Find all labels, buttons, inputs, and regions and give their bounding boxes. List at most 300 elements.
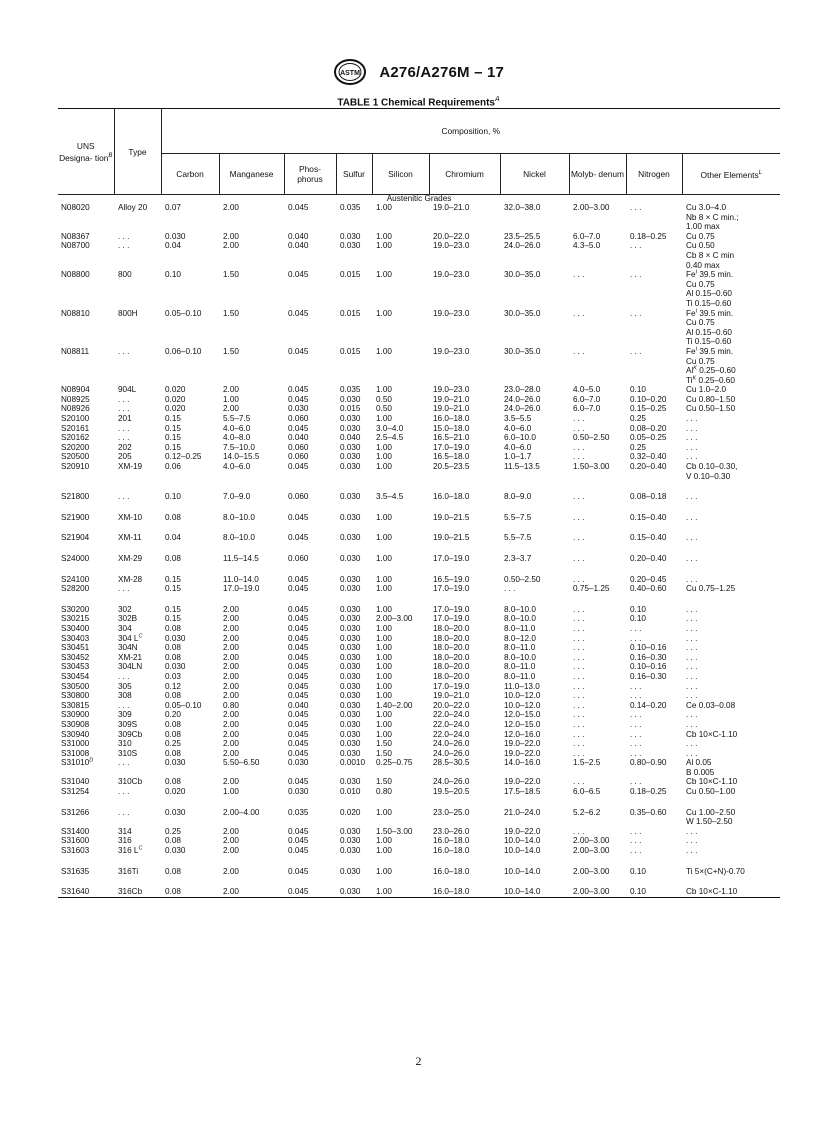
cell-nitrogen: 0.18–0.25	[630, 787, 667, 797]
cell-silicon: 1.00	[376, 633, 392, 643]
cell-molybdenum: 0.50–2.50	[573, 433, 610, 443]
cell-nitrogen: . . .	[630, 739, 642, 749]
cell-type: XM-19	[118, 462, 143, 472]
cell-manganese: 2.00	[223, 643, 239, 653]
cell-nickel: 8.0–11.0	[504, 623, 536, 633]
cell-molybdenum: . . .	[573, 554, 585, 563]
cell-nitrogen: 0.25	[630, 442, 646, 452]
cell-carbon: 0.05–0.10	[165, 308, 202, 318]
cell-silicon: 1.00	[376, 710, 392, 720]
cell-nitrogen: . . .	[630, 308, 642, 318]
col-chromium-header: Chromium	[429, 154, 500, 195]
cell-manganese: 11.0–14.0	[223, 574, 259, 584]
other-element-line: Cb 8 × C min	[686, 250, 735, 260]
other-element-line: . . .	[686, 512, 698, 522]
page-number: 2	[415, 1054, 422, 1068]
cell-type: 310	[118, 739, 132, 749]
table-title-text: TABLE 1 Chemical Requirements	[337, 97, 495, 109]
col-molybdenum-header: Molyb- denum	[569, 154, 626, 195]
table-row	[58, 564, 780, 585]
cell-phosphorus: 0.045	[288, 887, 309, 897]
cell-nitrogen: . . .	[630, 346, 642, 356]
cell-nitrogen: . . .	[630, 826, 642, 836]
other-element-line: . . .	[686, 633, 698, 643]
cell-other-elements	[682, 634, 780, 644]
other-element-line: . . .	[686, 739, 698, 749]
cell-nitrogen: 0.15–0.25	[630, 404, 667, 414]
cell-nitrogen: . . .	[630, 846, 642, 856]
cell-chromium: 16.0–18.0	[433, 887, 470, 897]
cell-silicon: 1.00	[376, 270, 392, 280]
cell-uns: S30940	[61, 729, 90, 739]
cell-type: . . .	[118, 584, 130, 594]
cell-nickel: 12.0–15.0	[504, 710, 541, 720]
cell-uns: N08810	[61, 308, 90, 318]
col-nickel-header: Nickel	[500, 154, 569, 195]
other-element-line: . . .	[686, 452, 698, 462]
cell-sulfur: 0.030	[340, 681, 361, 691]
cell-molybdenum: . . .	[573, 414, 585, 424]
cell-sulfur: 0.030	[340, 452, 361, 462]
cell-uns: S21904	[61, 533, 90, 543]
cell-nickel: 8.0–11.0	[504, 662, 536, 672]
page-header	[0, 58, 837, 86]
cell-silicon: 1.00	[376, 681, 392, 691]
cell-nickel: 1.0–1.7	[504, 452, 532, 462]
cell-other-elements	[682, 836, 780, 846]
cell-phosphorus: 0.045	[288, 729, 309, 739]
cell-chromium: 19.0–21.5	[433, 533, 470, 543]
cell-silicon: 1.00	[376, 346, 392, 356]
cell-nickel: 8.0–12.0	[504, 633, 536, 643]
cell-nickel: 8.0–10.0	[504, 652, 536, 662]
cell-uns: N08926	[61, 404, 90, 414]
table-row	[58, 749, 780, 759]
cell-sulfur: 0.030	[340, 846, 361, 856]
other-element-line: . . .	[686, 846, 698, 856]
cell-nitrogen: 0.10	[630, 866, 646, 876]
cell-carbon: 0.020	[165, 404, 186, 414]
cell-chromium: 19.0–23.0	[433, 308, 470, 318]
cell-uns: N08700	[61, 241, 90, 251]
cell-chromium: 16.0–18.0	[433, 866, 470, 876]
cell-manganese: 1.00	[223, 787, 239, 797]
cell-chromium: 19.5–20.5	[433, 787, 470, 797]
cell-type: 202	[118, 442, 132, 452]
cell-nitrogen: 0.15–0.40	[630, 512, 667, 522]
cell-other-elements	[682, 749, 780, 759]
cell-molybdenum: 2.00–3.00	[573, 203, 610, 212]
cell-chromium: 24.0–26.0	[433, 748, 470, 758]
cell-chromium: 17.0–19.0	[433, 604, 470, 614]
cell-molybdenum: . . .	[573, 777, 585, 787]
cell-silicon: 2.5–4.5	[376, 433, 404, 443]
cell-chromium: 16.5–19.0	[433, 574, 470, 584]
table-row	[58, 385, 780, 395]
cell-nickel: 2.3–3.7	[504, 554, 532, 563]
cell-manganese: 1.50	[223, 270, 239, 280]
cell-manganese: 2.00	[223, 614, 239, 624]
cell-phosphorus: 0.045	[288, 623, 309, 633]
cell-type: 314	[118, 826, 132, 836]
cell-phosphorus: 0.045	[288, 662, 309, 672]
col-manganese-header: Manganese	[219, 154, 284, 195]
cell-silicon: 1.00	[376, 574, 392, 584]
cell-manganese: 2.00	[223, 777, 239, 787]
cell-carbon: 0.08	[165, 836, 181, 846]
cell-uns: N08020	[61, 203, 90, 212]
cell-silicon: 1.00	[376, 836, 392, 846]
cell-silicon: 3.0–4.0	[376, 423, 404, 433]
other-element-line: Cu 0.75	[686, 231, 715, 241]
cell-nickel: 8.0–11.0	[504, 643, 536, 653]
cell-nitrogen: 0.08–0.20	[630, 423, 667, 433]
cell-chromium: 23.0–26.0	[433, 826, 470, 836]
cell-uns: S31254	[61, 787, 90, 797]
cell-nickel: 11.0–13.0	[504, 681, 540, 691]
table-row	[58, 682, 780, 692]
cell-chromium: 22.0–24.0	[433, 710, 470, 720]
cell-carbon: 0.20	[165, 710, 181, 720]
cell-nickel: 32.0–38.0	[504, 203, 541, 212]
cell-chromium: 19.0–23.0	[433, 270, 470, 280]
cell-nickel: 10.0–14.0	[504, 887, 541, 897]
cell-nitrogen: 0.10	[630, 385, 646, 395]
other-element-line: . . .	[686, 623, 698, 633]
cell-chromium: 19.0–21.0	[433, 691, 470, 701]
cell-sulfur: 0.040	[340, 433, 361, 443]
cell-chromium: 19.0–21.0	[433, 203, 470, 212]
cell-phosphorus: 0.045	[288, 614, 309, 624]
cell-sulfur: 0.030	[340, 826, 361, 836]
table-row	[58, 404, 780, 414]
cell-uns: S30452	[61, 652, 90, 662]
cell-manganese: 2.00	[223, 633, 239, 643]
cell-nickel: . . .	[504, 584, 516, 594]
cell-carbon: 0.08	[165, 691, 181, 701]
cell-uns: S24000	[61, 554, 90, 563]
cell-other-elements	[682, 584, 780, 594]
cell-uns: S20161	[61, 423, 90, 433]
cell-other-elements	[682, 232, 780, 242]
cell-chromium: 16.5–21.0	[433, 433, 470, 443]
cell-carbon: 0.030	[165, 758, 186, 768]
cell-carbon: 0.03	[165, 671, 181, 681]
cell-nickel: 19.0–22.0	[504, 748, 541, 758]
cell-carbon: 0.08	[165, 719, 181, 729]
cell-molybdenum: . . .	[573, 623, 585, 633]
cell-molybdenum: . . .	[573, 308, 585, 318]
cell-molybdenum: . . .	[573, 681, 585, 691]
cell-molybdenum: . . .	[573, 270, 585, 280]
cell-carbon: 0.08	[165, 512, 181, 522]
cell-uns: S30403	[61, 633, 90, 643]
cell-silicon: 1.50	[376, 748, 392, 758]
cell-type: . . .	[118, 394, 130, 404]
other-element-line: Cb 0.10–0.30,	[686, 462, 738, 472]
cell-chromium: 20.0–22.0	[433, 700, 470, 710]
cell-molybdenum: . . .	[573, 700, 585, 710]
cell-uns: S30215	[61, 614, 90, 624]
cell-molybdenum: . . .	[573, 633, 585, 643]
cell-type: 304LN	[118, 662, 143, 672]
cell-chromium: 18.0–20.0	[433, 671, 470, 681]
cell-other-elements	[682, 502, 780, 523]
cell-nickel: 10.0–12.0	[504, 700, 541, 710]
cell-silicon: 1.40–2.00	[376, 700, 413, 710]
other-element-line: B 0.005	[686, 767, 715, 777]
cell-sulfur: 0.030	[340, 584, 361, 594]
cell-manganese: 2.00	[223, 729, 239, 739]
cell-carbon: 0.08	[165, 748, 181, 758]
table-row	[58, 614, 780, 624]
cell-uns: S20162	[61, 433, 90, 443]
cell-molybdenum: . . .	[573, 691, 585, 701]
other-element-line: Al 0.15–0.60	[686, 327, 732, 337]
cell-manganese: 2.00	[223, 691, 239, 701]
cell-sulfur: 0.030	[340, 231, 361, 241]
cell-molybdenum: . . .	[573, 533, 585, 543]
table-row	[58, 846, 780, 856]
cell-nitrogen: 0.15–0.40	[630, 533, 667, 543]
other-element-line: $Fe^I$ 39.5 min.	[686, 269, 734, 280]
cell-other-elements	[682, 662, 780, 672]
astm-logo-icon	[333, 58, 367, 86]
cell-phosphorus: 0.045	[288, 866, 309, 876]
table-row	[58, 424, 780, 434]
cell-type: 904L	[118, 385, 137, 395]
table-row	[58, 856, 780, 877]
cell-carbon: 0.12–0.25	[165, 452, 202, 462]
other-element-line: . . .	[686, 492, 698, 502]
other-element-line: Cu 0.75	[686, 318, 715, 328]
other-element-line: V 0.10–0.30	[686, 471, 731, 481]
cell-phosphorus: 0.060	[288, 414, 309, 424]
cell-type: . . .	[118, 231, 130, 241]
cell-sulfur: 0.030	[340, 633, 361, 643]
table-row	[58, 653, 780, 663]
cell-chromium: 17.0–19.0	[433, 681, 470, 691]
other-element-line: Ti 0.15–0.60	[686, 337, 732, 347]
cell-carbon: 0.08	[165, 866, 181, 876]
cell-uns: $S31010^D$	[61, 757, 94, 768]
cell-uns: S30800	[61, 691, 90, 701]
cell-other-elements	[682, 777, 780, 787]
cell-sulfur: 0.030	[340, 836, 361, 846]
cell-molybdenum: . . .	[573, 710, 585, 720]
table-row	[58, 710, 780, 720]
other-element-line: 0.40 max	[686, 260, 720, 270]
cell-silicon: 3.5–4.5	[376, 492, 404, 502]
cell-phosphorus: 0.045	[288, 681, 309, 691]
cell-carbon: 0.15	[165, 423, 181, 433]
cell-other-elements	[682, 614, 780, 624]
cell-other-elements	[682, 522, 780, 543]
other-element-line: . . .	[686, 423, 698, 433]
cell-uns: S30900	[61, 710, 90, 720]
cell-nickel: 6.0–10.0	[504, 433, 536, 443]
cell-other-elements	[682, 787, 780, 797]
cell-sulfur: 0.030	[340, 423, 361, 433]
cell-type: 316Cb	[118, 887, 143, 897]
cell-carbon: 0.08	[165, 777, 181, 787]
table-row	[58, 594, 780, 615]
table-row	[58, 634, 780, 644]
cell-phosphorus: 0.035	[288, 807, 309, 817]
other-element-line: Cu 0.80–1.50	[686, 394, 736, 404]
cell-silicon: 1.00	[376, 308, 392, 318]
table-row	[58, 395, 780, 405]
cell-other-elements	[682, 720, 780, 730]
cell-phosphorus: 0.045	[288, 633, 309, 643]
other-element-line: . . .	[686, 433, 698, 443]
cell-nitrogen: 0.25	[630, 414, 646, 424]
cell-manganese: 2.00	[223, 604, 239, 614]
cell-type: . . .	[118, 241, 130, 251]
other-element-line: . . .	[686, 710, 698, 720]
cell-nitrogen: . . .	[630, 719, 642, 729]
cell-type: 205	[118, 452, 132, 462]
cell-sulfur: 0.015	[340, 346, 361, 356]
cell-chromium: 17.0–19.0	[433, 554, 470, 563]
cell-molybdenum: . . .	[573, 719, 585, 729]
cell-uns: N08800	[61, 270, 90, 280]
cell-sulfur: 0.030	[340, 442, 361, 452]
cell-carbon: 0.25	[165, 739, 181, 749]
table-row	[58, 433, 780, 443]
cell-type: 304N	[118, 643, 138, 653]
cell-nitrogen: 0.08–0.18	[630, 492, 667, 502]
cell-other-elements	[682, 270, 780, 308]
cell-nickel: 30.0–35.0	[504, 270, 541, 280]
cell-chromium: 16.0–18.0	[433, 836, 470, 846]
other-element-line: . . .	[686, 748, 698, 758]
cell-nitrogen: . . .	[630, 691, 642, 701]
cell-carbon: 0.020	[165, 787, 186, 797]
cell-nitrogen: . . .	[630, 270, 642, 280]
cell-carbon: 0.08	[165, 554, 181, 563]
cell-nickel: 23.5–25.5	[504, 231, 541, 241]
other-element-line: . . .	[686, 719, 698, 729]
cell-manganese: 17.0–19.0	[223, 584, 260, 594]
cell-nickel: 30.0–35.0	[504, 308, 541, 318]
cell-uns: S30500	[61, 681, 90, 691]
cell-chromium: 16.0–18.0	[433, 846, 470, 856]
cell-manganese: 2.00	[223, 652, 239, 662]
cell-carbon: 0.15	[165, 433, 181, 443]
cell-other-elements	[682, 481, 780, 502]
cell-manganese: 2.00	[223, 826, 239, 836]
cell-manganese: 2.00	[223, 404, 239, 414]
table-row	[58, 270, 780, 308]
cell-phosphorus: 0.045	[288, 739, 309, 749]
col-nitrogen-header: Nitrogen	[626, 154, 682, 195]
cell-manganese: 2.00	[223, 887, 239, 897]
cell-nitrogen: . . .	[630, 836, 642, 846]
cell-other-elements	[682, 433, 780, 443]
other-element-line: . . .	[686, 671, 698, 681]
cell-type: . . .	[118, 346, 130, 356]
other-element-line: Cb 10×C-1.10	[686, 887, 738, 897]
cell-carbon: 0.030	[165, 846, 186, 856]
chemical-requirements-table	[58, 108, 780, 898]
other-element-line: . . .	[686, 533, 698, 543]
other-element-line: . . .	[686, 614, 698, 624]
cell-sulfur: 0.030	[340, 512, 361, 522]
cell-molybdenum: 2.00–3.00	[573, 887, 610, 897]
cell-chromium: 22.0–24.0	[433, 729, 470, 739]
cell-silicon: 1.50	[376, 777, 392, 787]
other-element-line: $Ti^K$ 0.25–0.60	[686, 374, 735, 385]
cell-carbon: 0.07	[165, 203, 181, 212]
cell-carbon: 0.25	[165, 826, 181, 836]
table-row	[58, 739, 780, 749]
cell-silicon: 1.50–3.00	[376, 826, 413, 836]
cell-silicon: 1.00	[376, 729, 392, 739]
cell-molybdenum: . . .	[573, 671, 585, 681]
cell-chromium: 16.5–18.0	[433, 452, 470, 462]
cell-nitrogen: 0.10	[630, 887, 646, 897]
other-element-line: Cu 3.0–4.0	[686, 203, 727, 212]
cell-silicon: 1.00	[376, 241, 392, 251]
cell-type: 201	[118, 414, 132, 424]
cell-other-elements	[682, 758, 780, 777]
cell-other-elements	[682, 241, 780, 270]
cell-silicon: 1.00	[376, 623, 392, 633]
cell-uns: S31000	[61, 739, 90, 749]
cell-nickel: 8.0–11.0	[504, 671, 536, 681]
cell-carbon: 0.030	[165, 633, 186, 643]
table-row	[58, 624, 780, 634]
cell-carbon: 0.15	[165, 574, 181, 584]
col-phosphorus-header: Phos- phorus	[284, 154, 336, 195]
table-row	[58, 203, 780, 232]
table-row	[58, 787, 780, 797]
cell-manganese: 2.00	[223, 385, 239, 395]
cell-nickel: 12.0–15.0	[504, 719, 541, 729]
cell-sulfur: 0.035	[340, 385, 361, 395]
table-row	[58, 452, 780, 462]
cell-carbon: 0.15	[165, 604, 181, 614]
cell-silicon: 1.00	[376, 554, 392, 563]
cell-silicon: 1.00	[376, 462, 392, 472]
cell-phosphorus: 0.060	[288, 442, 309, 452]
cell-type: . . .	[118, 787, 130, 797]
col-type-header: Type	[114, 109, 161, 195]
cell-chromium: 24.0–26.0	[433, 739, 470, 749]
cell-chromium: 20.5–23.5	[433, 462, 470, 472]
other-element-line: . . .	[686, 836, 698, 846]
cell-uns: N08904	[61, 385, 90, 395]
other-element-line: Cu 0.75	[686, 279, 715, 289]
table-row	[58, 797, 780, 827]
cell-type: 310Cb	[118, 777, 143, 787]
cell-type: . . .	[118, 700, 130, 710]
cell-nickel: 30.0–35.0	[504, 346, 541, 356]
cell-nickel: 23.0–28.0	[504, 385, 541, 395]
cell-molybdenum: . . .	[573, 729, 585, 739]
cell-silicon: 1.00	[376, 533, 392, 543]
cell-nitrogen: . . .	[630, 623, 642, 633]
cell-type: 309Cb	[118, 729, 143, 739]
col-uns-header: UNS Designa- tion$^B$	[58, 109, 114, 195]
cell-phosphorus: 0.045	[288, 533, 309, 543]
cell-nickel: 3.5–5.5	[504, 414, 532, 424]
cell-phosphorus: 0.045	[288, 604, 309, 614]
cell-phosphorus: 0.045	[288, 308, 309, 318]
cell-sulfur: 0.030	[340, 710, 361, 720]
other-element-line: Cu 0.50–1.00	[686, 787, 736, 797]
